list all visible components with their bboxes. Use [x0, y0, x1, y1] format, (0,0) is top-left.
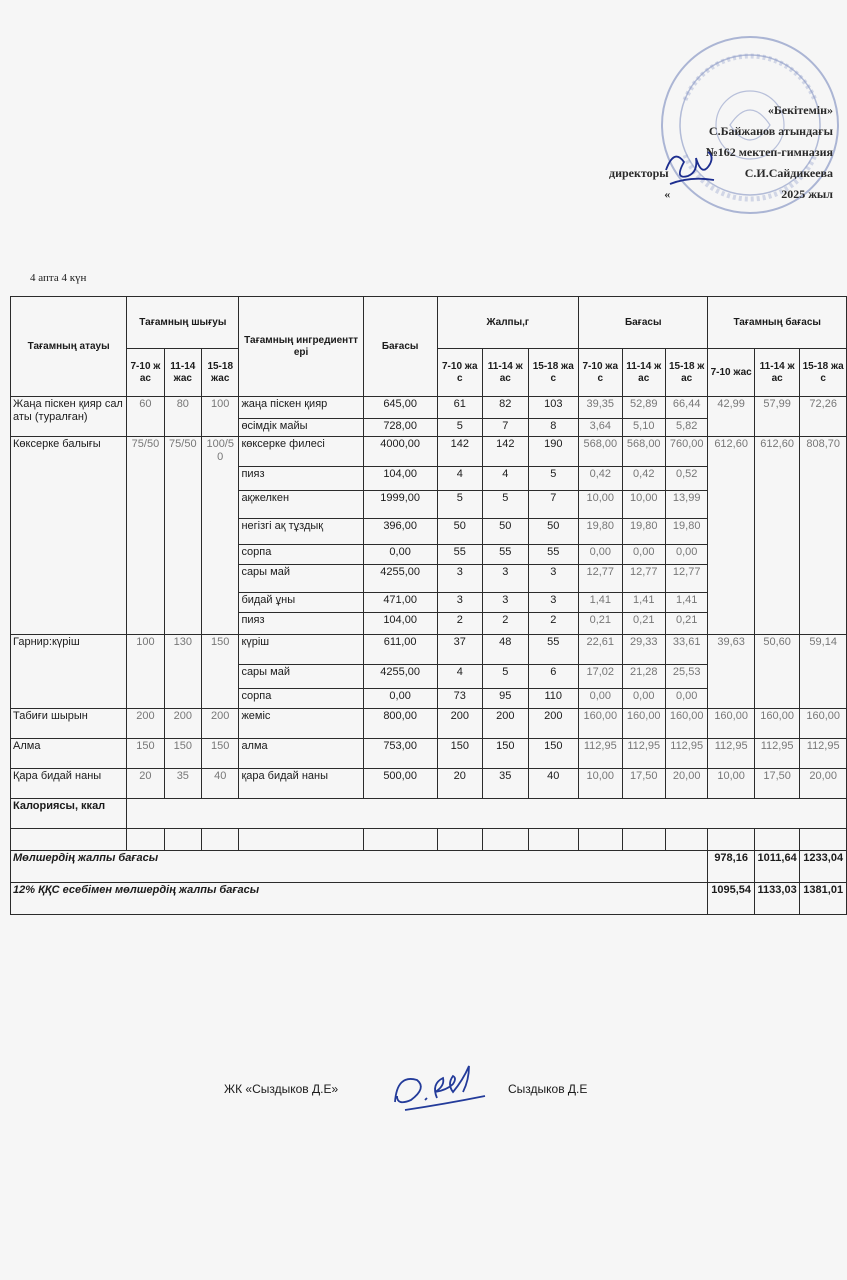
ingredient-cost: 5,10 — [622, 419, 665, 437]
header-gross: Жалпы,г — [437, 297, 579, 349]
dish-cost: 39,63 — [708, 635, 754, 709]
ingredient-gross: 200 — [528, 709, 579, 739]
ingredient-cost: 0,00 — [579, 545, 622, 565]
total-vat-value: 1133,03 — [754, 883, 799, 915]
blank-cell — [483, 829, 528, 851]
ingredient-gross: 5 — [483, 491, 528, 519]
ingredient-gross: 3 — [437, 565, 482, 593]
ingredient-gross: 55 — [528, 635, 579, 665]
header-age: 11-14 жас — [622, 349, 665, 397]
ingredient-name: сары май — [239, 665, 363, 689]
blank-cell — [528, 829, 579, 851]
ingredient-price: 728,00 — [363, 419, 437, 437]
ingredient-price: 4255,00 — [363, 665, 437, 689]
ingredient-cost: 0,00 — [579, 689, 622, 709]
blank-cell — [708, 829, 754, 851]
ingredient-cost: 29,33 — [622, 635, 665, 665]
ingredient-cost: 22,61 — [579, 635, 622, 665]
dish-yield: 100 — [202, 397, 239, 437]
ingredient-cost: 13,99 — [665, 491, 707, 519]
dish-cost: 112,95 — [754, 739, 799, 769]
header-age: 15-18 жас — [528, 349, 579, 397]
ingredient-gross: 73 — [437, 689, 482, 709]
ingredient-gross: 110 — [528, 689, 579, 709]
ingredient-cost: 0,42 — [622, 467, 665, 491]
approval-year: 2025 жыл — [781, 187, 833, 201]
ingredient-gross: 37 — [437, 635, 482, 665]
ingredient-cost: 10,00 — [622, 491, 665, 519]
ingredient-gross: 4 — [483, 467, 528, 491]
dish-cost: 42,99 — [708, 397, 754, 437]
header-age: 11-14 жас — [164, 349, 201, 397]
dish-name: Көксерке балығы — [11, 437, 127, 635]
ingredient-row — [11, 635, 847, 665]
ingredient-price: 4000,00 — [363, 437, 437, 467]
header-age: 7-10 жас — [127, 349, 164, 397]
header-age: 11-14 жас — [754, 349, 799, 397]
ingredient-gross: 3 — [437, 593, 482, 613]
ingredient-gross: 2 — [483, 613, 528, 635]
ingredient-gross: 150 — [437, 739, 482, 769]
ingredient-gross: 48 — [483, 635, 528, 665]
total-row — [11, 851, 847, 883]
ingredient-cost: 66,44 — [665, 397, 707, 419]
blank-cell — [622, 829, 665, 851]
ingredient-cost: 10,00 — [579, 769, 622, 799]
ingredient-cost: 160,00 — [622, 709, 665, 739]
ingredient-gross: 5 — [437, 419, 482, 437]
total-vat-label: 12% ҚҚС есебімен мөлшердің жалпы бағасы — [11, 883, 708, 915]
ingredient-cost: 52,89 — [622, 397, 665, 419]
blank-cell — [579, 829, 622, 851]
ingredient-cost: 19,80 — [622, 519, 665, 545]
ingredient-price: 104,00 — [363, 613, 437, 635]
ingredient-gross: 50 — [483, 519, 528, 545]
approval-director-label: директоры — [609, 166, 669, 180]
ingredient-cost: 0,21 — [579, 613, 622, 635]
blank-cell — [665, 829, 707, 851]
dish-yield: 200 — [127, 709, 164, 739]
ingredient-name: өсімдік майы — [239, 419, 363, 437]
header-cost: Бағасы — [579, 297, 708, 349]
ingredient-cost: 21,28 — [622, 665, 665, 689]
ingredient-cost: 112,95 — [665, 739, 707, 769]
ingredient-cost: 0,42 — [579, 467, 622, 491]
dish-yield: 35 — [164, 769, 201, 799]
ingredient-gross: 61 — [437, 397, 482, 419]
dish-cost: 50,60 — [754, 635, 799, 709]
ingredient-price: 104,00 — [363, 467, 437, 491]
ingredient-cost: 568,00 — [622, 437, 665, 467]
ingredient-gross: 82 — [483, 397, 528, 419]
dish-yield: 60 — [127, 397, 164, 437]
ingredient-gross: 8 — [528, 419, 579, 437]
ingredient-cost: 12,77 — [665, 565, 707, 593]
blank-cell — [800, 829, 847, 851]
ingredient-price: 611,00 — [363, 635, 437, 665]
ingredient-cost: 0,52 — [665, 467, 707, 491]
dish-yield: 100 — [127, 635, 164, 709]
dish-cost: 612,60 — [708, 437, 754, 635]
ingredient-gross: 200 — [483, 709, 528, 739]
ingredient-row — [11, 397, 847, 419]
ingredient-gross: 142 — [437, 437, 482, 467]
ingredient-cost: 112,95 — [579, 739, 622, 769]
ingredient-cost: 12,77 — [579, 565, 622, 593]
dish-cost: 57,99 — [754, 397, 799, 437]
dish-cost: 160,00 — [754, 709, 799, 739]
dish-cost: 20,00 — [800, 769, 847, 799]
ingredient-row — [11, 769, 847, 799]
ingredient-gross: 4 — [437, 665, 482, 689]
dish-cost: 160,00 — [800, 709, 847, 739]
ingredient-price: 4255,00 — [363, 565, 437, 593]
dish-name: Табиғи шырын — [11, 709, 127, 739]
ingredient-gross: 5 — [437, 491, 482, 519]
ingredient-price: 500,00 — [363, 769, 437, 799]
dish-yield: 200 — [164, 709, 201, 739]
ingredient-cost: 568,00 — [579, 437, 622, 467]
ingredient-name: бидай ұны — [239, 593, 363, 613]
header-ingredients: Тағамның ингредиенттері — [239, 297, 363, 397]
ingredient-cost: 1,41 — [622, 593, 665, 613]
ingredient-name: сорпа — [239, 689, 363, 709]
ingredient-gross: 50 — [437, 519, 482, 545]
total-vat-value: 1095,54 — [708, 883, 754, 915]
header-dish-cost: Тағамның бағасы — [708, 297, 847, 349]
totals-section — [11, 799, 847, 915]
ingredient-name: негізгі ақ тұздық — [239, 519, 363, 545]
menu-body — [11, 397, 847, 799]
header-yield: Тағамның шығуы — [127, 297, 239, 349]
ingredient-gross: 190 — [528, 437, 579, 467]
ingredient-cost: 3,64 — [579, 419, 622, 437]
blank-cell — [11, 829, 127, 851]
ingredient-gross: 142 — [483, 437, 528, 467]
header-age: 7-10 жас — [437, 349, 482, 397]
supplier-signature — [385, 1062, 490, 1117]
ingredient-cost: 0,00 — [665, 689, 707, 709]
dish-cost: 112,95 — [800, 739, 847, 769]
dish-yield: 20 — [127, 769, 164, 799]
ingredient-cost: 17,50 — [622, 769, 665, 799]
header-age: 7-10 жас — [579, 349, 622, 397]
ingredient-cost: 112,95 — [622, 739, 665, 769]
ingredient-gross: 95 — [483, 689, 528, 709]
approval-school-number: №162 мектеп-гимназия — [705, 145, 833, 159]
ingredient-cost: 1,41 — [665, 593, 707, 613]
ingredient-cost: 160,00 — [579, 709, 622, 739]
blank-cell — [437, 829, 482, 851]
dish-cost: 112,95 — [708, 739, 754, 769]
ingredient-gross: 40 — [528, 769, 579, 799]
ingredient-name: ақжелкен — [239, 491, 363, 519]
calories-empty-cell — [127, 799, 847, 829]
ingredient-gross: 150 — [528, 739, 579, 769]
ingredient-gross: 3 — [528, 565, 579, 593]
footer-signatory: Сыздыков Д.Е — [508, 1082, 588, 1096]
dish-yield: 80 — [164, 397, 201, 437]
ingredient-name: жаңа піскен қияр — [239, 397, 363, 419]
ingredient-name: жеміс — [239, 709, 363, 739]
ingredient-cost: 33,61 — [665, 635, 707, 665]
header-age: 7-10 жас — [708, 349, 754, 397]
approval-date-quote: « — [664, 187, 671, 201]
header-age: 15-18 жас — [800, 349, 847, 397]
total-vat-value: 1381,01 — [800, 883, 847, 915]
ingredient-gross: 3 — [483, 565, 528, 593]
ingredient-name: сорпа — [239, 545, 363, 565]
dish-yield: 75/50 — [127, 437, 164, 635]
ingredient-price: 800,00 — [363, 709, 437, 739]
ingredient-cost: 19,80 — [579, 519, 622, 545]
ingredient-price: 0,00 — [363, 545, 437, 565]
ingredient-price: 0,00 — [363, 689, 437, 709]
ingredient-cost: 160,00 — [665, 709, 707, 739]
ingredient-gross: 103 — [528, 397, 579, 419]
approval-director-name: С.И.Сайдикеева — [744, 166, 833, 180]
ingredient-name: көксерке филесі — [239, 437, 363, 467]
blank-cell — [202, 829, 239, 851]
dish-cost: 17,50 — [754, 769, 799, 799]
ingredient-cost: 17,02 — [579, 665, 622, 689]
ingredient-cost: 39,35 — [579, 397, 622, 419]
dish-cost: 808,70 — [800, 437, 847, 635]
total-vat-row — [11, 883, 847, 915]
blank-cell — [164, 829, 201, 851]
dish-yield: 40 — [202, 769, 239, 799]
dish-cost: 72,26 — [800, 397, 847, 437]
dish-name: Гарнир:күріш — [11, 635, 127, 709]
total-value: 978,16 — [708, 851, 754, 883]
ingredient-cost: 10,00 — [579, 491, 622, 519]
ingredient-gross: 5 — [528, 467, 579, 491]
ingredient-cost: 0,00 — [622, 545, 665, 565]
dish-cost: 160,00 — [708, 709, 754, 739]
ingredient-gross: 7 — [528, 491, 579, 519]
ingredient-gross: 6 — [528, 665, 579, 689]
footer-company: ЖК «Сыздыков Д.Е» — [224, 1082, 339, 1096]
ingredient-price: 645,00 — [363, 397, 437, 419]
header-age: 15-18 жас — [665, 349, 707, 397]
ingredient-price: 396,00 — [363, 519, 437, 545]
dish-yield: 75/50 — [164, 437, 201, 635]
approval-title: «Бекітемін» — [767, 103, 833, 117]
dish-yield: 150 — [202, 739, 239, 769]
total-value: 1011,64 — [754, 851, 799, 883]
total-value: 1233,04 — [800, 851, 847, 883]
week-day-caption: 4 апта 4 күн — [30, 272, 87, 284]
ingredient-gross: 55 — [528, 545, 579, 565]
blank-cell — [239, 829, 363, 851]
ingredient-row — [11, 739, 847, 769]
blank-cell — [127, 829, 164, 851]
ingredient-gross: 50 — [528, 519, 579, 545]
dish-cost: 10,00 — [708, 769, 754, 799]
ingredient-cost: 0,21 — [665, 613, 707, 635]
dish-yield: 150 — [164, 739, 201, 769]
header-dish-name: Тағамның атауы — [11, 297, 127, 397]
ingredient-name: күріш — [239, 635, 363, 665]
ingredient-name: пияз — [239, 467, 363, 491]
ingredient-price: 471,00 — [363, 593, 437, 613]
ingredient-gross: 2 — [437, 613, 482, 635]
blank-cell — [754, 829, 799, 851]
ingredient-gross: 3 — [483, 593, 528, 613]
ingredient-cost: 12,77 — [622, 565, 665, 593]
approval-school-name: С.Байжанов атындағы — [708, 124, 833, 138]
ingredient-cost: 19,80 — [665, 519, 707, 545]
ingredient-row — [11, 709, 847, 739]
ingredient-price: 753,00 — [363, 739, 437, 769]
ingredient-cost: 0,00 — [622, 689, 665, 709]
calories-label: Калориясы, ккал — [11, 799, 127, 829]
ingredient-cost: 20,00 — [665, 769, 707, 799]
blank-cell — [363, 829, 437, 851]
header-age: 15-18 жас — [202, 349, 239, 397]
ingredient-gross: 150 — [483, 739, 528, 769]
header-price: Бағасы — [363, 297, 437, 397]
dish-yield: 150 — [127, 739, 164, 769]
ingredient-cost: 0,21 — [622, 613, 665, 635]
ingredient-cost: 0,00 — [665, 545, 707, 565]
dish-yield: 100/50 — [202, 437, 239, 635]
director-signature — [660, 140, 720, 195]
ingredient-gross: 3 — [528, 593, 579, 613]
ingredient-cost: 5,82 — [665, 419, 707, 437]
ingredient-gross: 4 — [437, 467, 482, 491]
dish-name: Қара бидай наны — [11, 769, 127, 799]
ingredient-gross: 55 — [483, 545, 528, 565]
ingredient-name: алма — [239, 739, 363, 769]
dish-yield: 200 — [202, 709, 239, 739]
dish-cost: 612,60 — [754, 437, 799, 635]
dish-yield: 150 — [202, 635, 239, 709]
ingredient-price: 1999,00 — [363, 491, 437, 519]
ingredient-gross: 2 — [528, 613, 579, 635]
dish-cost: 59,14 — [800, 635, 847, 709]
ingredient-gross: 5 — [483, 665, 528, 689]
dish-yield: 130 — [164, 635, 201, 709]
dish-name: Алма — [11, 739, 127, 769]
ingredient-cost: 1,41 — [579, 593, 622, 613]
ingredient-gross: 200 — [437, 709, 482, 739]
ingredient-name: сары май — [239, 565, 363, 593]
ingredient-gross: 7 — [483, 419, 528, 437]
dish-name: Жаңа піскен қияр салаты (туралған) — [11, 397, 127, 437]
total-label: Мөлшердің жалпы бағасы — [11, 851, 708, 883]
ingredient-name: пияз — [239, 613, 363, 635]
ingredient-gross: 55 — [437, 545, 482, 565]
ingredient-gross: 35 — [483, 769, 528, 799]
ingredient-row — [11, 437, 847, 467]
ingredient-name: қара бидай наны — [239, 769, 363, 799]
header-age: 11-14 жас — [483, 349, 528, 397]
ingredient-cost: 760,00 — [665, 437, 707, 467]
ingredient-cost: 25,53 — [665, 665, 707, 689]
ingredient-gross: 20 — [437, 769, 482, 799]
menu-table — [10, 296, 847, 915]
